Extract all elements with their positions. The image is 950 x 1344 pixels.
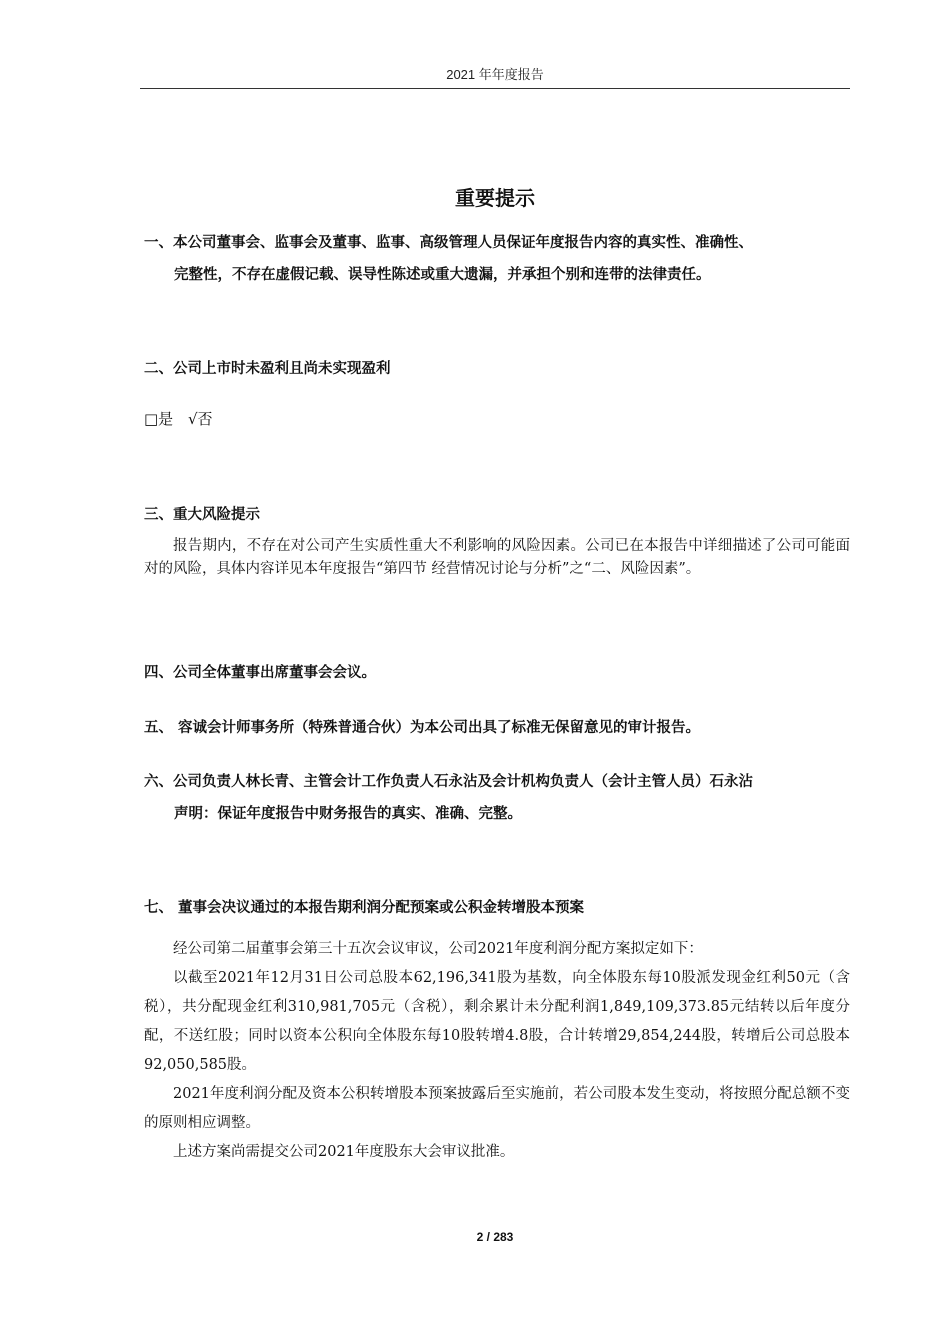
- profit-plan-detail: 以截至2021年12月31日公司总股本62,196,341股为基数，向全体股东每10股派发现金红利50元（含税），共分配现金红利310,981,705元（含税），剩余累计未分配利润1,849,109,373.85元结转以后年度分配，不送红股；同时以资本公积向全体股东每10股转增4.8股，合计转增29,854,244股，转增后公司总股本92,050,585股。: [144, 970, 850, 1073]
- option-yes: □是: [144, 410, 174, 428]
- section-1-line-2: 完整性，不存在虚假记载、误导性陈述或重大遗漏，并承担个别和连带的法律责任。: [174, 267, 711, 283]
- header-rule: [140, 88, 850, 89]
- section-1: [144, 227, 850, 291]
- risk-paragraph: 报告期内，不存在对公司产生实质性重大不利影响的风险因素。公司已在本报告中详细描述了公司可能面对的风险，具体内容详见本年度报告“第四节 经营情况讨论与分析”之“二、风险因素”。: [144, 538, 850, 577]
- section-7-body: [144, 935, 850, 1167]
- section-4-heading: 四、公司全体董事出席董事会会议。: [144, 665, 376, 681]
- page-title: 重要提示: [455, 186, 535, 210]
- profit-plan-intro: 经公司第二届董事会第三十五次会议审议，公司2021年度利润分配方案拟定如下：: [173, 941, 703, 957]
- section-1-line-1: 一、本公司董事会、监事会及董事、监事、高级管理人员保证年度报告内容的真实性、准确性、: [144, 235, 753, 251]
- section-2-heading: 二、公司上市时未盈利且尚未实现盈利: [144, 361, 391, 377]
- section-6-line-2: 声明：保证年度报告中财务报告的真实、准确、完整。: [174, 806, 522, 822]
- section-5-heading: 五、 容诚会计师事务所（特殊普通合伙）为本公司出具了标准无保留意见的审计报告。: [144, 720, 701, 736]
- section-6: [144, 766, 850, 830]
- profit-plan-approval: 上述方案尚需提交公司2021年度股东大会审议批准。: [173, 1144, 515, 1160]
- option-no: √否: [187, 410, 213, 428]
- section-6-line-1: 六、公司负责人林长青、主管会计工作负责人石永沾及会计机构负责人（会计主管人员）石永沾: [144, 774, 753, 790]
- page-number: 2 / 283: [476, 1230, 514, 1244]
- section-3-heading: 三、重大风险提示: [144, 507, 260, 523]
- running-header: 2021 年年度报告: [446, 67, 544, 82]
- section-3-body: [144, 535, 850, 581]
- section-7-heading: 七、 董事会决议通过的本报告期利润分配预案或公积金转增股本预案: [144, 900, 585, 916]
- profit-status-options: [144, 406, 213, 432]
- profit-plan-adjustment: 2021年度利润分配及资本公积转增股本预案披露后至实施前，若公司股本发生变动，将按照分配总额不变的原则相应调整。: [144, 1086, 850, 1131]
